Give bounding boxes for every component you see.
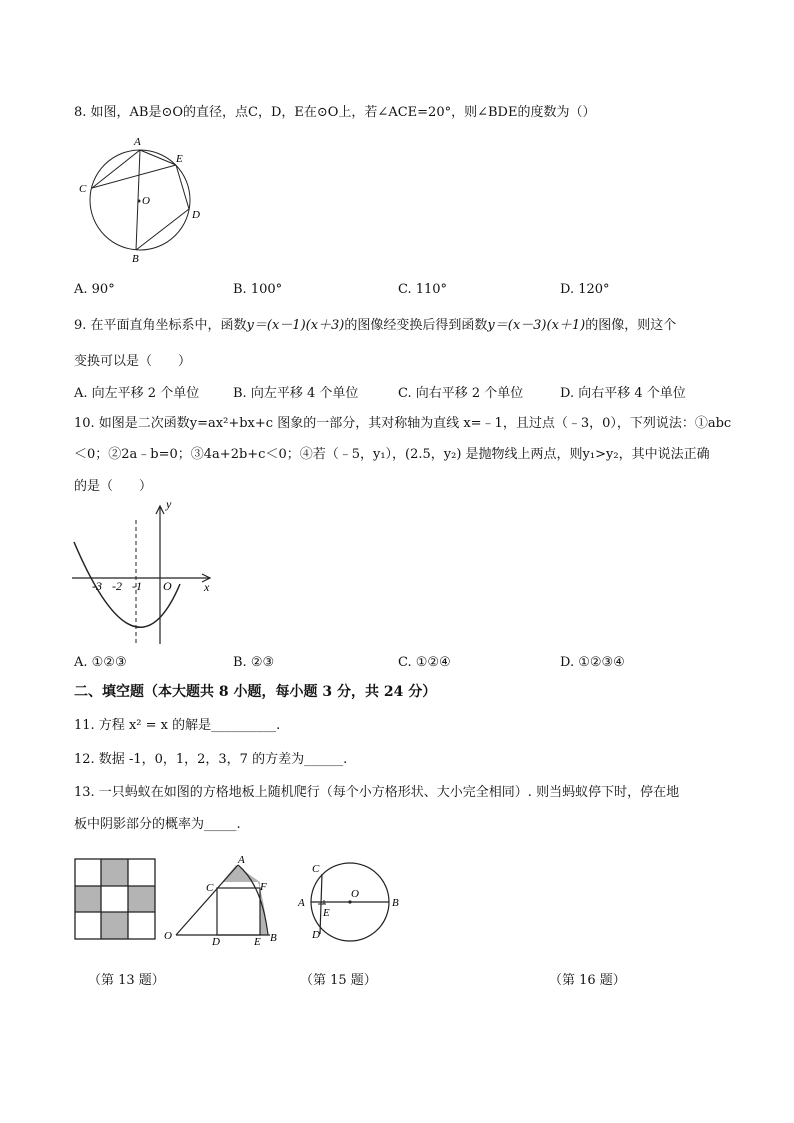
q10-line3: 的是（ ） <box>74 479 153 494</box>
fig16-label-O: O <box>351 888 359 900</box>
fig15-label-A: A <box>238 854 245 866</box>
q13-line2: 板中阴影部分的概率为_____. <box>74 817 241 832</box>
q10-line2: ＜0；②2a﹣b=0；③4a+2b+c＜0；④若（﹣5，y₁），(2.5，y₂) 是抛物线上两点，则y₁>y₂，其中说法正确 <box>74 447 710 462</box>
q11-text: 11. 方程 x² = x 的解是__________. <box>74 718 281 733</box>
fig15-label-O: O <box>164 930 172 942</box>
label-C: C <box>79 183 87 195</box>
q10-option-c: C. ①②④ <box>398 655 451 670</box>
q8-circle-figure <box>78 134 208 264</box>
fig15-label-F: F <box>260 881 267 893</box>
origin-label: O <box>163 579 172 593</box>
label-B: B <box>132 253 139 265</box>
q9-option-c: C. 向右平移 2 个单位 <box>398 386 524 401</box>
caption-q16: （第 16 题） <box>549 973 626 988</box>
q13-grid-figure <box>74 858 158 942</box>
q10-option-a: A. ①②③ <box>74 655 127 670</box>
label-E: E <box>176 153 183 165</box>
q10-parabola-figure <box>68 498 218 648</box>
q15-triangle-figure <box>162 854 282 948</box>
fig16-label-C: C <box>312 863 320 875</box>
label-O: O <box>142 195 150 207</box>
label-A: A <box>134 136 141 148</box>
q9-text-c: 的图像，则这个 <box>585 318 677 333</box>
q10-option-b: B. ②③ <box>233 655 275 670</box>
q8-option-c: C. 110° <box>398 282 448 297</box>
q9-function-1: y＝(x－1)(x＋3) <box>246 318 345 333</box>
q9-text-a: 9. 在平面直角坐标系中，函数 <box>74 318 247 333</box>
q10-line1: 10. 如图是二次函数y=ax²+bx+c 图象的一部分，其对称轴为直线 x=﹣1，且过点（﹣3，0），下列说法：①abc <box>74 416 732 431</box>
q9-option-b: B. 向左平移 4 个单位 <box>233 386 359 401</box>
q10-option-d: D. ①②③④ <box>560 655 625 670</box>
section-2-title: 二、填空题（本大题共 8 小题，每小题 3 分，共 24 分） <box>74 684 437 700</box>
caption-q13: （第 13 题） <box>88 973 165 988</box>
q8-option-d: D. 120° <box>560 282 610 297</box>
fig15-label-E: E <box>254 936 261 948</box>
fig16-label-A: A <box>298 897 305 909</box>
q16-circle-figure <box>296 858 406 948</box>
fig16-label-E: E <box>323 907 330 919</box>
fig15-label-B: B <box>270 932 277 944</box>
q9-function-2: y＝(x－3)(x＋1) <box>487 318 586 333</box>
q9-option-d: D. 向右平移 4 个单位 <box>560 386 686 401</box>
q12-text: 12. 数据 -1，0，1，2，3，7 的方差为______. <box>74 752 348 767</box>
axis-label-x: x <box>204 580 210 594</box>
fig15-label-D: D <box>212 936 220 948</box>
fig16-label-D: D <box>312 929 320 941</box>
axis-label-y: y <box>166 497 172 511</box>
fig15-label-C: C <box>206 882 214 894</box>
q9-option-a: A. 向左平移 2 个单位 <box>74 386 200 401</box>
tick-minus-2: -2 <box>112 579 122 593</box>
q8-option-b: B. 100° <box>233 282 283 297</box>
tick-minus-3: -3 <box>92 579 102 593</box>
q9-text-b: 的图像经变换后得到函数 <box>344 318 488 333</box>
label-D: D <box>192 209 200 221</box>
q8-stem: 8. 如图，AB是⊙O的直径，点C，D，E在⊙O上，若∠ACE=20°，则∠BDE的度数为（） <box>74 105 596 120</box>
caption-q15: （第 15 题） <box>300 973 377 988</box>
q9-line1 <box>74 317 676 335</box>
q9-line2: 变换可以是（ ） <box>74 354 192 369</box>
fig16-label-B: B <box>392 897 399 909</box>
q13-line1: 13. 一只蚂蚁在如图的方格地板上随机爬行（每个小方格形状、大小完全相同）. 则当蚂蚁停下时，停在地 <box>74 785 680 800</box>
tick-minus-1: -1 <box>132 579 142 593</box>
q8-option-a: A. 90° <box>74 282 115 297</box>
